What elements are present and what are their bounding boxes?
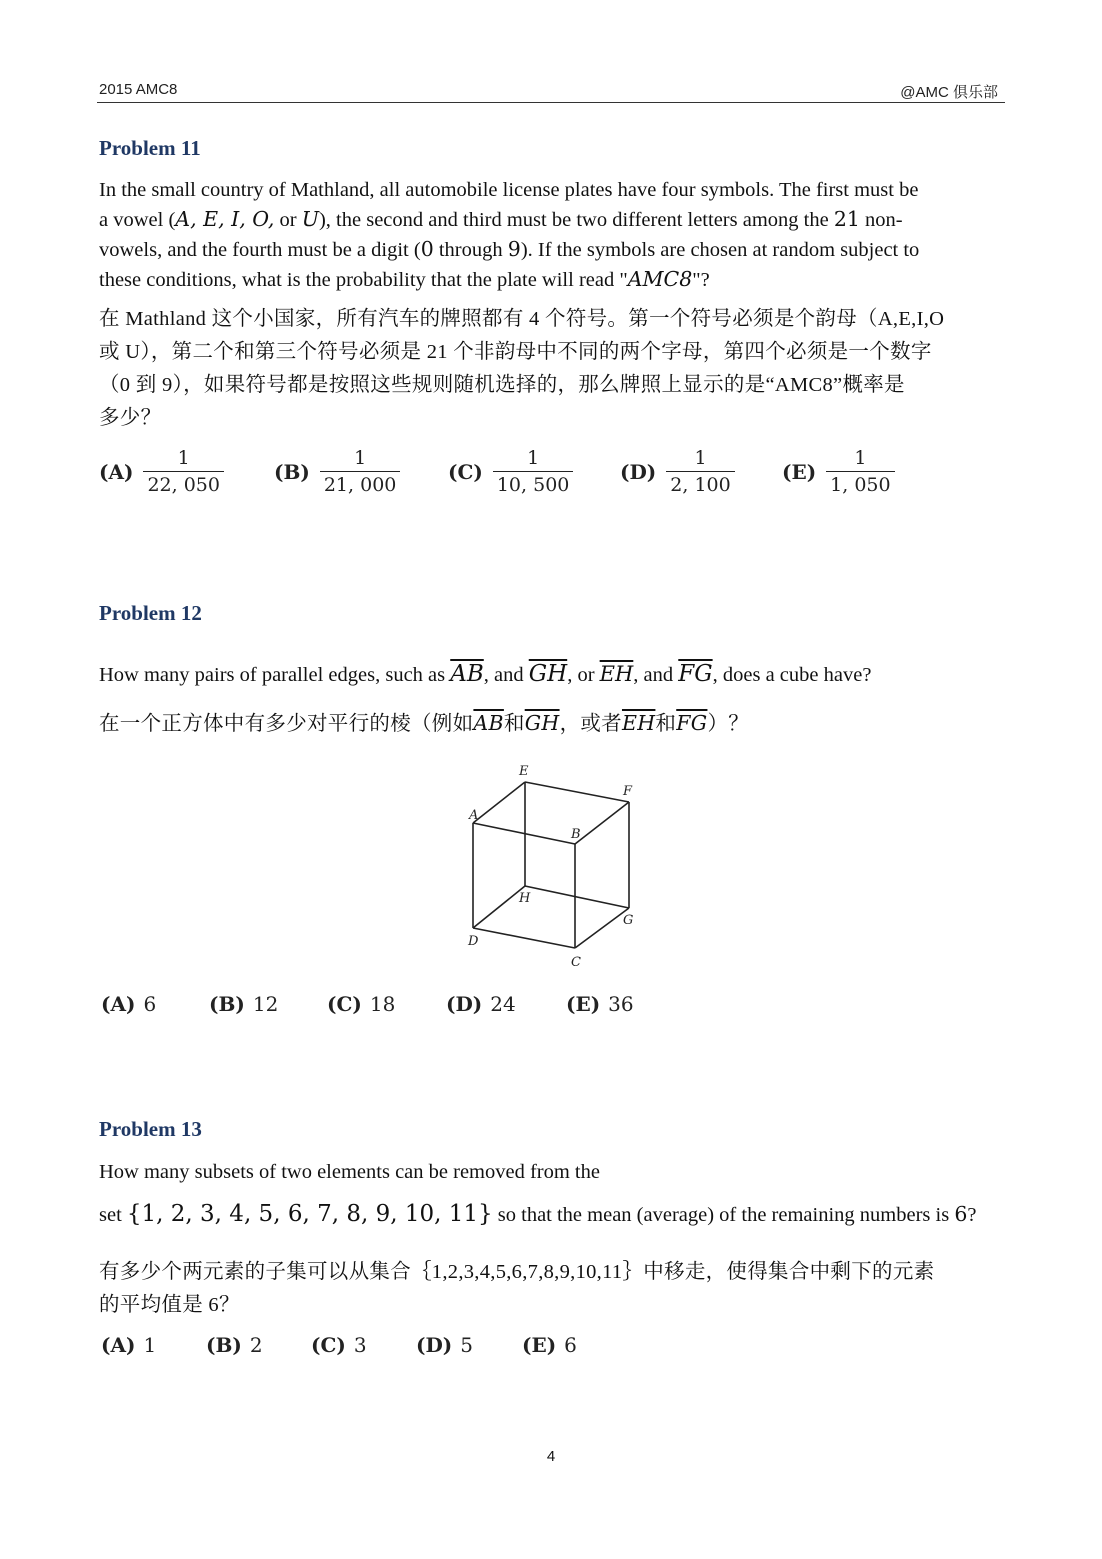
choice-b: (B) 12 (209, 992, 279, 1016)
choice-d: (D) 24 (446, 992, 516, 1016)
choice-d: (D) 5 (416, 1333, 474, 1357)
problem-13-choices (101, 1333, 577, 1357)
problem-12-chinese: 在一个正方体中有多少对平行的棱（例如$\overline{AB}$和$\overline{GH}$，或者$\overline{EH}$和$\overline{FG}$）？ (99, 711, 750, 735)
choice-d: (D) $\frac{1}{2, 100}$ (620, 445, 782, 498)
fraction: $\frac{1}{21, 000}$ (320, 445, 401, 498)
header-rule (97, 102, 1005, 103)
p11-en-line1: In the small country of Mathland, all automobile license plates have four symbols. The first must be (99, 179, 919, 201)
vertex-label-b: B (571, 827, 581, 842)
problem-13-chinese (99, 1256, 999, 1322)
vertex-label-e: E (519, 764, 529, 779)
problem-11-chinese (99, 303, 999, 435)
problem-11-title: Problem 11 (99, 136, 201, 160)
p11-en-line4: these conditions, what is the probability that the plate will read "AMC8"? (99, 267, 710, 291)
problem-13-title: Problem 13 (99, 1117, 202, 1141)
page-number: 4 (546, 1448, 556, 1465)
p11-zh-line3: （0 到 9），如果符号都是按照这些规则随机选择的，那么牌照上显示的是“AMC8”概率是 (99, 374, 905, 396)
choice-a: (A) $\frac{1}{22, 050}$ (99, 445, 274, 498)
p11-zh-line2: 或 U），第二个和第三个符号必须是 21 个非韵母中不同的两个字母，第四个必须是一个数字 (99, 341, 932, 363)
fraction: $\frac{1}{1, 050}$ (826, 445, 894, 498)
vertex-label-a: A (469, 808, 479, 823)
choice-e: (E) $\frac{1}{1, 050}$ (782, 445, 895, 498)
vertex-label-d: D (468, 934, 479, 949)
choice-c: (C) 3 (311, 1333, 367, 1357)
vertex-label-f: F (623, 784, 633, 799)
choice-a: (A) 1 (101, 1333, 157, 1357)
problem-13-english-line2: set {1, 2, 3, 4, 5, 6, 7, 8, 9, 10, 11} so that the mean (average) of the remaining numbers is 6? (99, 1201, 977, 1227)
choice-b: (B) $\frac{1}{21, 000}$ (274, 445, 448, 498)
choice-a: (A) 6 (101, 992, 157, 1016)
vertex-label-h: H (519, 891, 531, 906)
problem-12-title: Problem 12 (99, 601, 202, 625)
p11-zh-line1: 在 Mathland 这个小国家，所有汽车的牌照都有 4 个符号。第一个符号必须是个韵母（A,E,I,O (99, 308, 945, 330)
choice-c: (C) $\frac{1}{10, 500}$ (448, 445, 620, 498)
choice-c: (C) 18 (327, 992, 396, 1016)
fraction: $\frac{1}{22, 050}$ (143, 445, 224, 498)
p11-zh-line4: 多少？ (99, 407, 162, 429)
p13-zh-line2: 的平均值是 6？ (99, 1294, 240, 1316)
choice-e: (E) 6 (522, 1333, 577, 1357)
problem-12-choices (101, 992, 634, 1016)
problem-11-english (99, 176, 999, 295)
vertex-label-g: G (623, 913, 634, 928)
problem-12-english: How many pairs of parallel edges, such as $\overline{AB}$, and $\overline{GH}$, or $\overline{EH}$, and $\overline{FG}$, does a cube have? (99, 661, 872, 687)
p13-zh-line1: 有多少个两元素的子集可以从集合｛1,2,3,4,5,6,7,8,9,10,11｝中移走，使得集合中剩下的元素 (99, 1261, 935, 1283)
header-right: @AMC 俱乐部 (900, 84, 998, 101)
cube-figure (455, 758, 655, 973)
fraction: $\frac{1}{10, 500}$ (493, 445, 574, 498)
choice-e: (E) 36 (566, 992, 634, 1016)
problem-13-english-line1: How many subsets of two elements can be removed from the (99, 1161, 600, 1183)
vertex-label-c: C (571, 955, 581, 970)
header-left: 2015 AMC8 (99, 81, 178, 98)
p11-en-line2: a vowel (A, E, I, O, or U), the second and third must be two different letters among the 21 non- (99, 207, 903, 231)
problem-11-choices (99, 445, 895, 498)
choice-b: (B) 2 (206, 1333, 263, 1357)
fraction: $\frac{1}{2, 100}$ (666, 445, 734, 498)
p11-en-line3: vowels, and the fourth must be a digit (0 through 9). If the symbols are chosen at random subject to (99, 237, 920, 261)
